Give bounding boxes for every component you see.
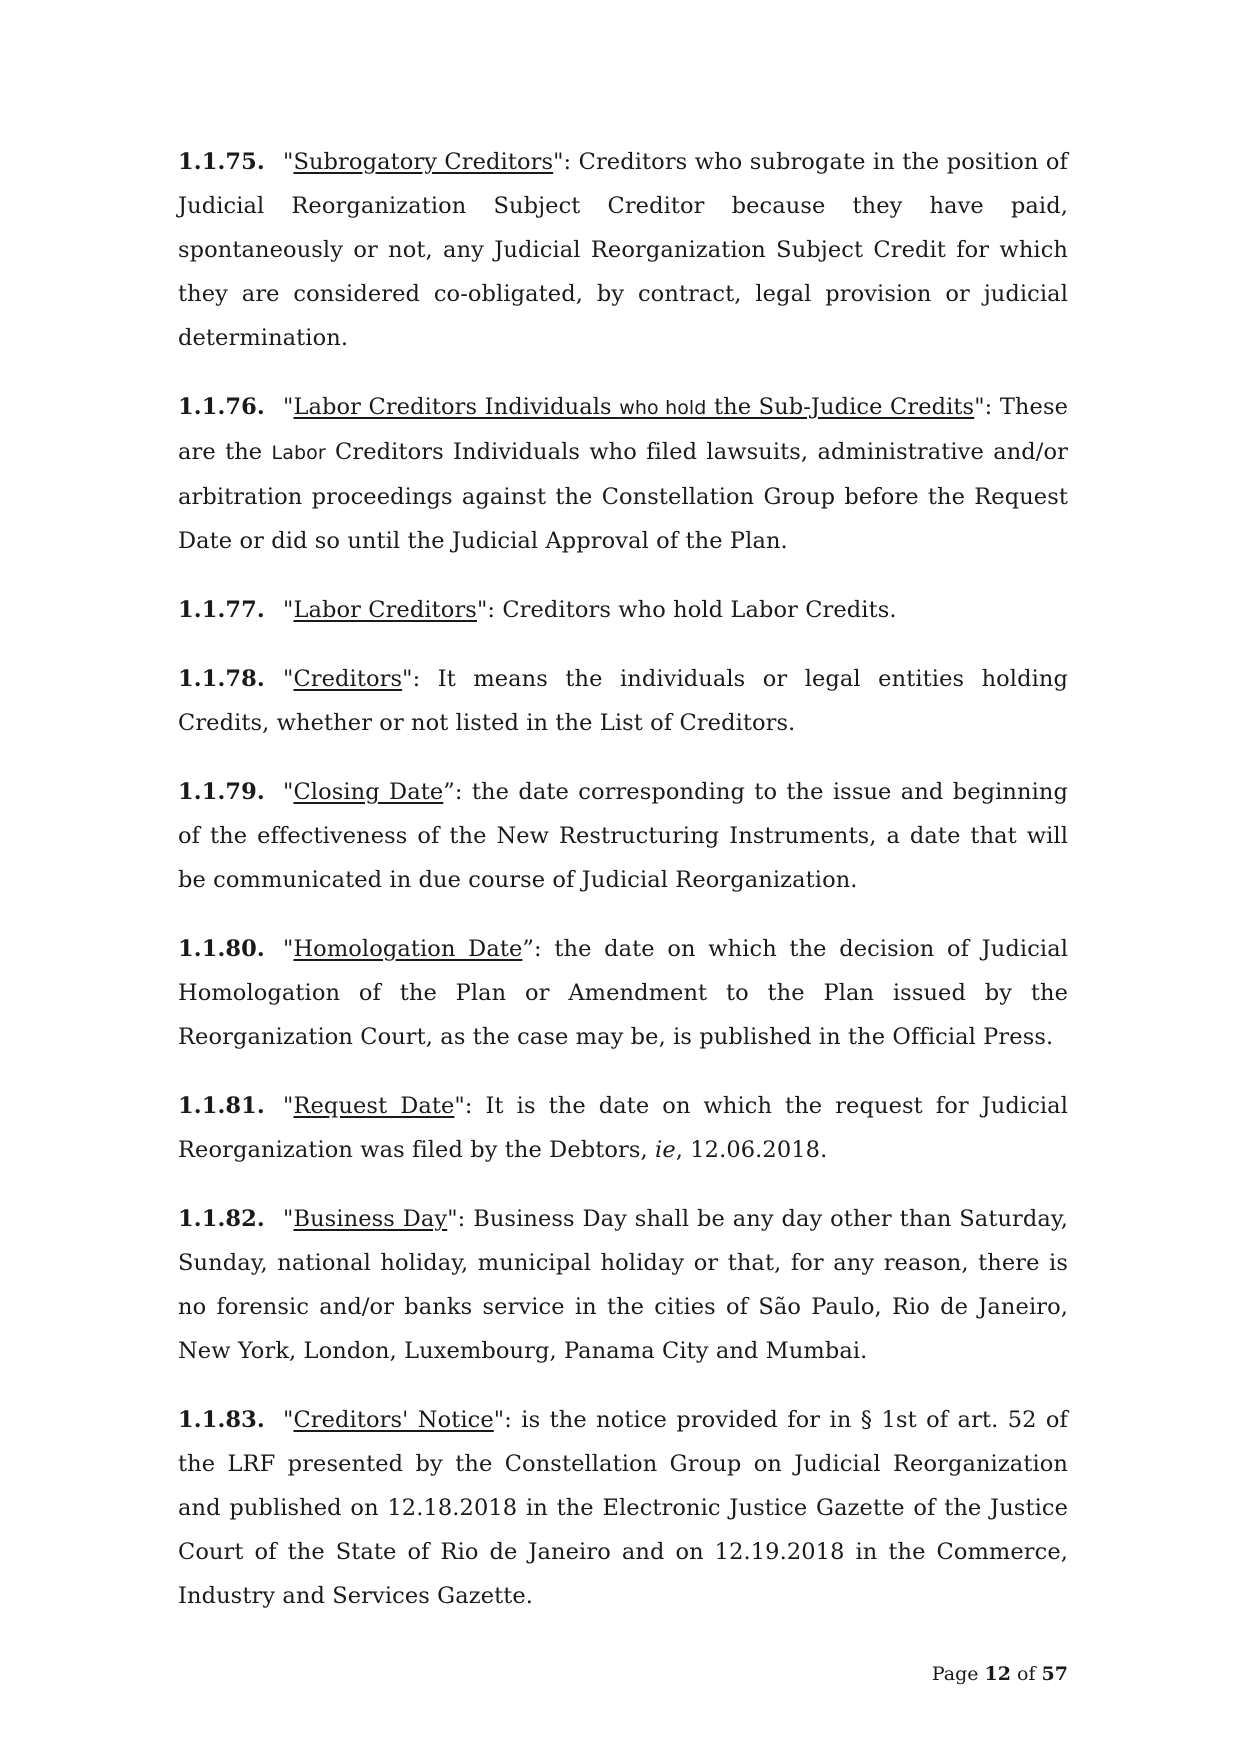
clause-1-1-82: [178, 1197, 1068, 1373]
clause-number: 1.1.78.: [178, 666, 265, 692]
open-quote: ": [283, 779, 294, 805]
clause-1-1-75: [178, 140, 1068, 360]
clause-1-1-78: [178, 657, 1068, 745]
clause-text: Creditors Individuals who filed lawsuits, administrative and/or arbitration proceedings against the Constellation Group before the Request Date or did so until the Judicial Approval of the Plan.: [178, 439, 1068, 554]
defined-term-part: the Sub-Judice Credits: [706, 394, 975, 420]
page-total: 57: [1041, 1663, 1068, 1685]
clause-text: the date on which the decision of Judicial Homologation of the Plan or Amendment to the Plan issued by the Reorganization Court, as the case may be, is published in the Official Press.: [178, 936, 1069, 1050]
page-number: 12: [984, 1663, 1011, 1685]
close-quote: ”:: [522, 936, 555, 962]
clause-text: Creditors who subrogate in the position of Judicial Reorganization Subject Creditor because they have paid, spontaneously or not, any Judicial Reorganization Subject Credit for which they are considered co-obligated, by contract, legal provision or judicial determination.: [178, 149, 1068, 351]
defined-term: Subrogatory Creditors: [293, 149, 554, 175]
defined-term-part: who hold: [619, 397, 707, 419]
clause-1-1-83: [178, 1398, 1068, 1618]
close-quote: ":: [553, 149, 579, 175]
clause-number: 1.1.79.: [178, 779, 265, 805]
clause-1-1-79: [178, 770, 1068, 902]
clause-number: 1.1.82.: [178, 1206, 265, 1232]
close-quote: ”:: [443, 779, 472, 805]
clause-text: Creditors who hold Labor Credits.: [502, 597, 897, 623]
clause-1-1-80: [178, 927, 1068, 1059]
clause-1-1-76: [178, 385, 1068, 563]
clause-number: 1.1.83.: [178, 1407, 265, 1433]
defined-term: Creditors: [293, 666, 403, 692]
defined-term: Creditors' Notice: [293, 1407, 494, 1433]
open-quote: ": [283, 666, 294, 692]
clause-1-1-81: [178, 1084, 1068, 1172]
open-quote: ": [283, 1407, 294, 1433]
open-quote: ": [283, 1206, 294, 1232]
clause-number: 1.1.77.: [178, 597, 265, 623]
clause-text: It is the date on which the request for Judicial Reorganization was filed by the Debtors,: [178, 1093, 1068, 1163]
clause-text: , 12.06.2018.: [675, 1137, 828, 1163]
clause-1-1-77: [178, 588, 1068, 632]
close-quote: ":: [493, 1407, 522, 1433]
page-label: Page: [931, 1663, 985, 1685]
clause-text: These are the: [178, 394, 1069, 465]
close-quote: ":: [974, 394, 1000, 420]
defined-term-part: Labor Creditors Individuals: [293, 394, 620, 420]
defined-term: Business Day: [293, 1206, 448, 1232]
defined-term: Closing Date: [293, 779, 444, 805]
clause-text: It means the individuals or legal entities holding Credits, whether or not listed in the List of Creditors.: [178, 666, 1069, 736]
clause-number: 1.1.80.: [178, 936, 265, 962]
page-footer: [932, 1663, 1068, 1685]
clause-number: 1.1.76.: [178, 394, 265, 420]
open-quote: ": [283, 149, 294, 175]
clause-number: 1.1.81.: [178, 1093, 265, 1119]
clause-text-italic: ie: [655, 1137, 676, 1163]
clause-text: the date corresponding to the issue and beginning of the effectiveness of the New Restructuring Instruments, a date that will be communicated in due course of Judicial Reorganization.: [178, 779, 1068, 893]
clause-text: Business Day shall be any day other than Saturday, Sunday, national holiday, municipal holiday or that, for any reason, there is no forensic and/or banks service in the cities of São Paulo, Rio de Janeiro, New York, London, Luxembourg, Panama City and Mumbai.: [178, 1206, 1069, 1364]
clause-number: 1.1.75.: [178, 149, 265, 175]
close-quote: ":: [476, 597, 503, 623]
defined-term: Homologation Date: [293, 936, 523, 962]
of-label: of: [1010, 1663, 1042, 1685]
defined-term: Request Date: [293, 1093, 455, 1119]
close-quote: ":: [454, 1093, 486, 1119]
clause-text: Labor: [271, 442, 326, 464]
open-quote: ": [283, 936, 294, 962]
clause-text: is the notice provided for in § 1st of art. 52 of the LRF presented by the Constellation Group on Judicial Reorganization and published on 12.18.2018 in the Electronic Justice Gazette of the Justice Court of the State of Rio de Janeiro and on 12.19.2018 in the Commerce, Industry and Services Gazette.: [178, 1407, 1068, 1609]
close-quote: ":: [447, 1206, 474, 1232]
close-quote: ":: [402, 666, 438, 692]
defined-term: [293, 394, 974, 420]
open-quote: ": [283, 597, 294, 623]
definitions-list: [178, 140, 1068, 1643]
open-quote: ": [283, 1093, 294, 1119]
defined-term: Labor Creditors: [293, 597, 477, 623]
open-quote: ": [283, 394, 294, 420]
